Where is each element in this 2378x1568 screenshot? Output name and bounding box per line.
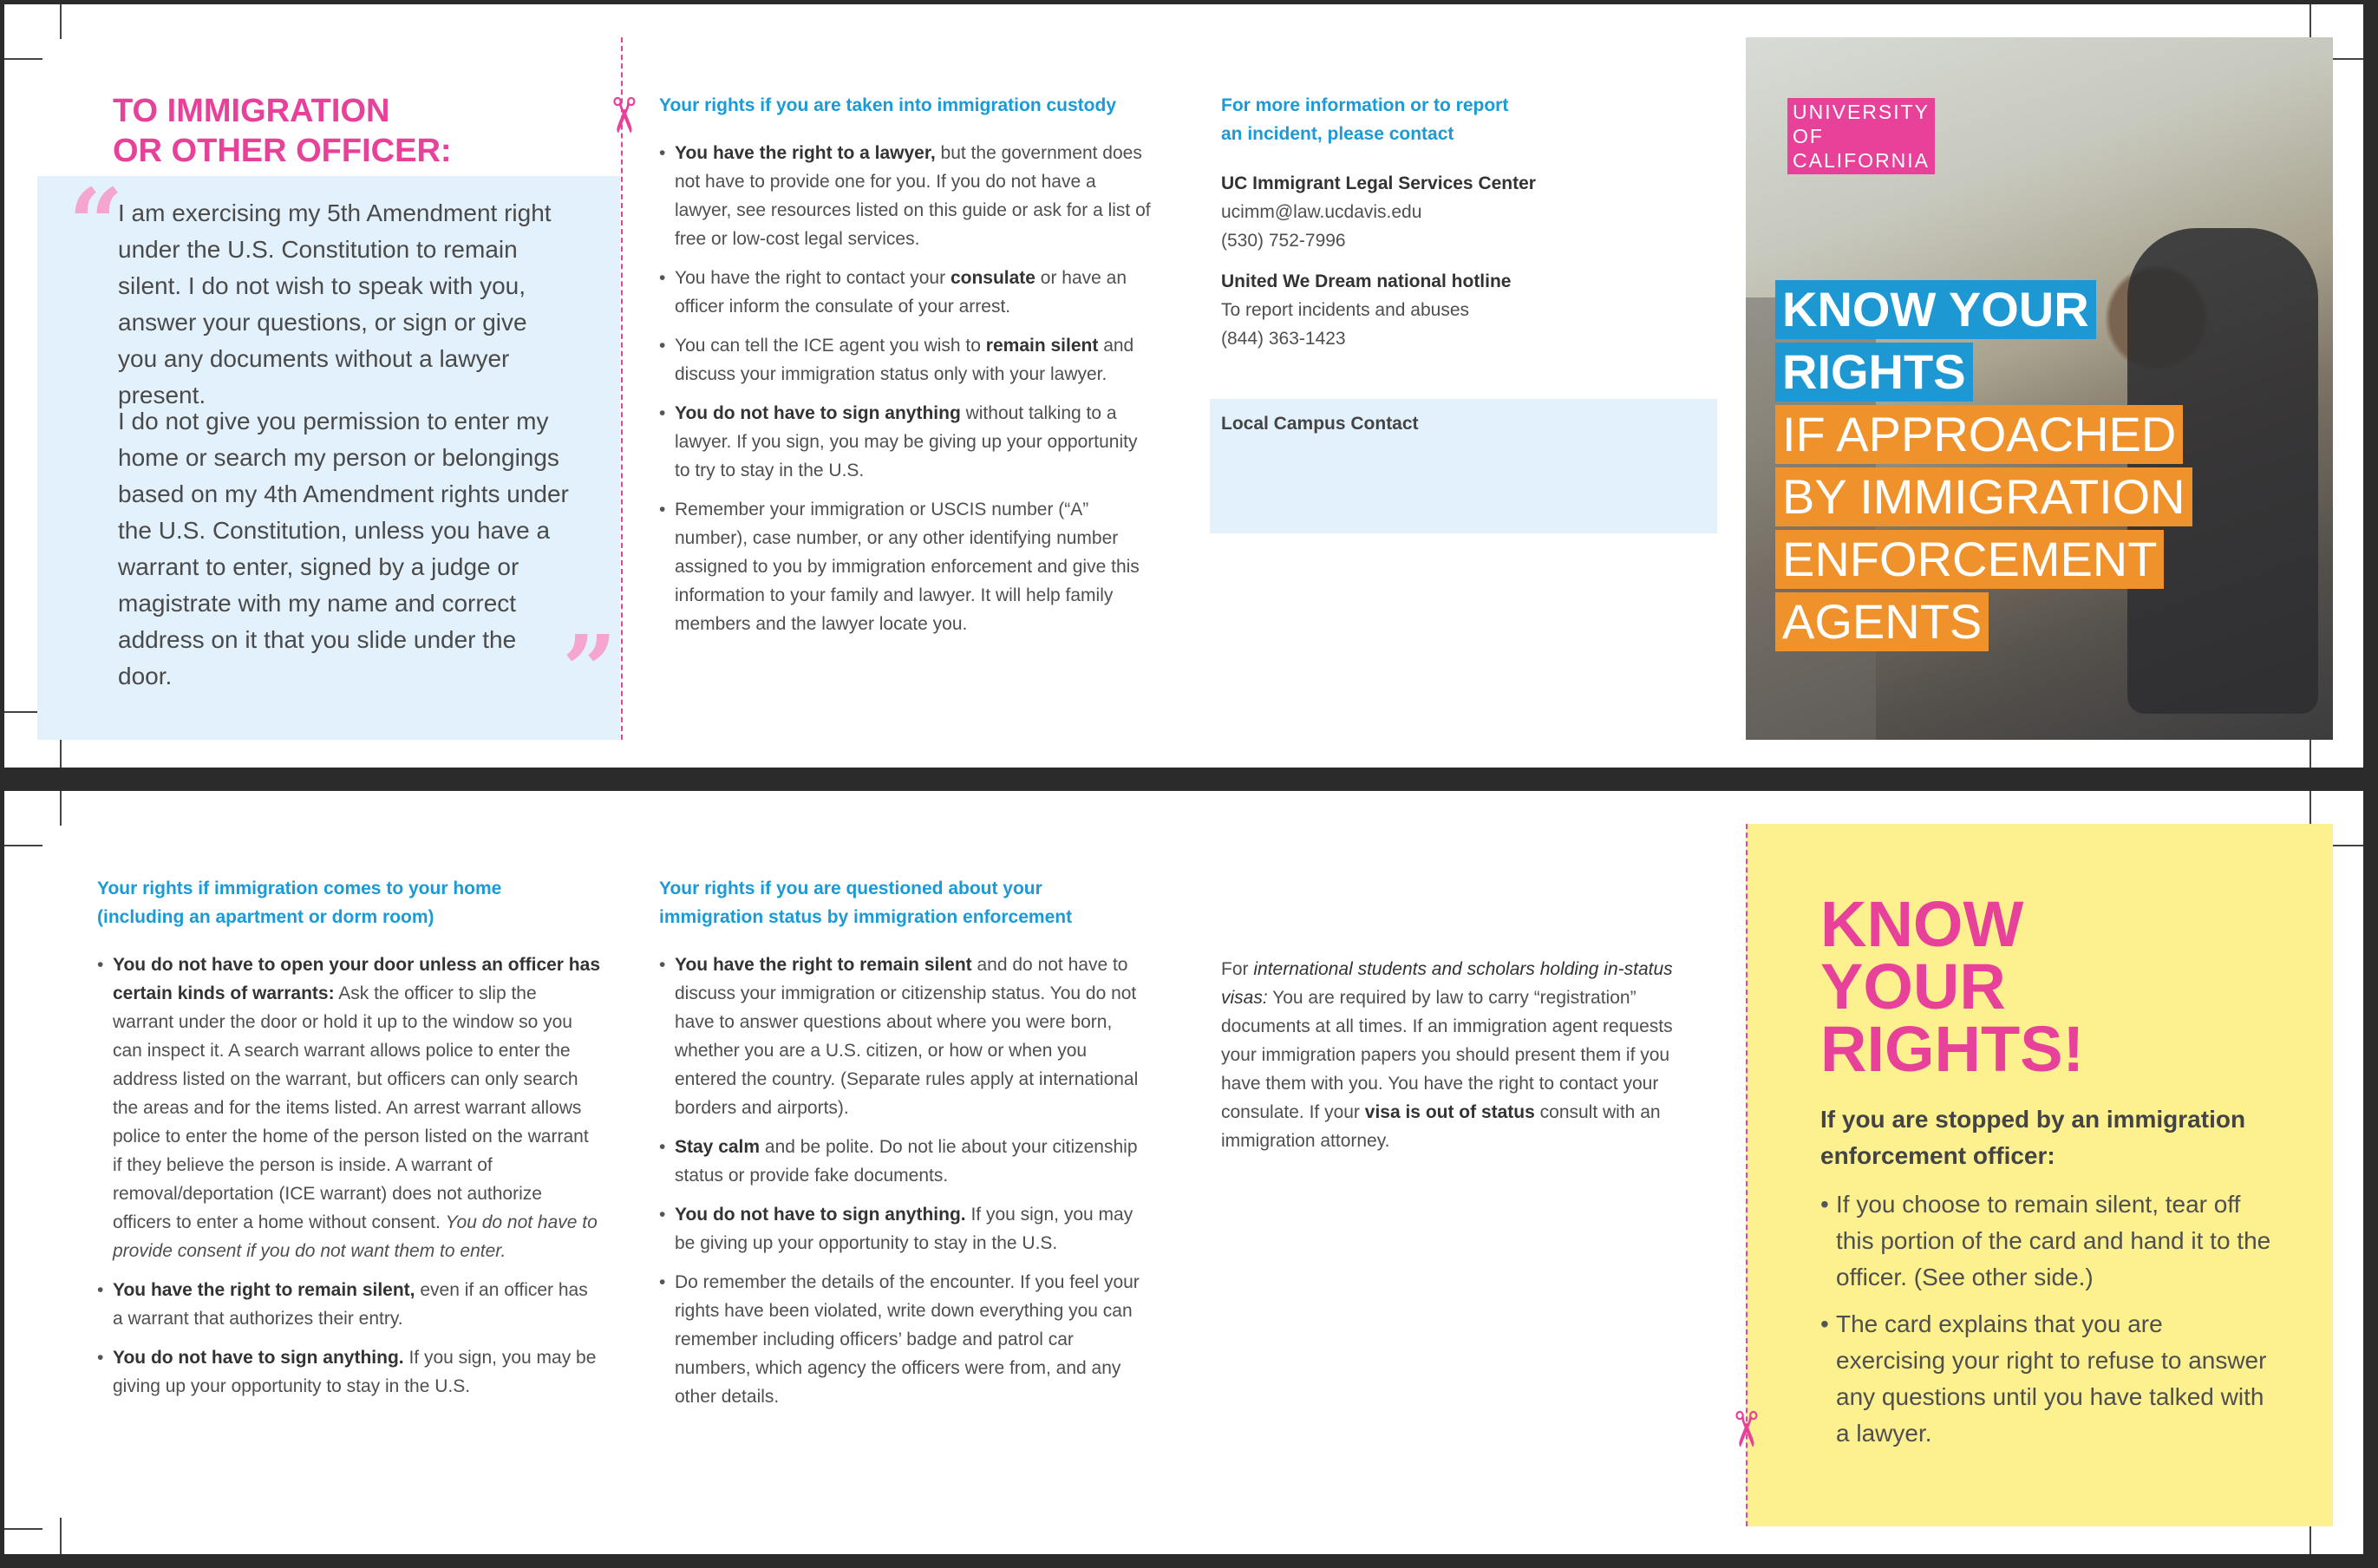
- custody-heading: Your rights if you are taken into immigration custody: [659, 95, 1117, 115]
- contact-org-2: [1221, 267, 1707, 353]
- crop-mark: [2309, 791, 2311, 826]
- crop-mark: [4, 58, 42, 60]
- subtitle-band: IF APPROACHED: [1775, 405, 2183, 464]
- crop-mark: [60, 1518, 62, 1554]
- contact-panel: [1221, 91, 1707, 353]
- crop-mark: [4, 845, 42, 846]
- questioned-heading-line2: immigration status by immigration enforcement: [659, 907, 1073, 927]
- statement-para-1: I am exercising my 5th Amendment right under the U.S. Constitution to remain silent. I do not wish to speak with you, answer your questions, or sign or give you any documents without a lawyer present.: [118, 199, 552, 408]
- questioned-rights-list: [659, 951, 1153, 1411]
- home-heading-line2: (including an apartment or dorm room): [97, 907, 434, 927]
- contact-heading-line1: For more information or to report: [1221, 95, 1509, 115]
- questioned-rights-panel: [659, 874, 1153, 1421]
- subtitle-band: BY IMMIGRATION: [1775, 467, 2192, 526]
- org2-desc: To report incidents and abuses: [1221, 300, 1470, 320]
- list-item: • You do not have to sign anything without talking to a lawyer. If you sign, you may be giving up your opportunity to try to stay in the U.S.: [659, 399, 1153, 485]
- logo-line-1: UNIVERSITY: [1793, 101, 1930, 123]
- tear-off-subtitle: If you are stopped by an immigration enforcement officer:: [1820, 1106, 2246, 1169]
- cut-line: [621, 37, 623, 740]
- list-item: • Stay calm and be polite. Do not lie about your citizenship status or provide fake documents.: [659, 1133, 1153, 1190]
- close-quote-mark: ”: [562, 614, 617, 726]
- officer-title-line1: TO IMMIGRATION: [113, 93, 390, 129]
- list-item: • Do remember the details of the encounter. If you feel your rights have been violated, write down everything you can remember including officers’ badge and patrol car numbers, which agency the officers were from, and any other details.: [659, 1268, 1153, 1411]
- crop-mark: [60, 791, 62, 826]
- title-band: RIGHTS: [1775, 343, 1973, 402]
- logo-line-3: CALIFORNIA: [1793, 149, 1930, 172]
- open-quote-mark: “: [69, 167, 124, 279]
- list-item: • You do not have to sign anything. If you sign, you may be giving up your opportunity to stay in the U.S.: [659, 1200, 1153, 1258]
- contact-heading-line2: an incident, please contact: [1221, 124, 1454, 144]
- list-item: • You have the right to a lawyer, but the government does not have to provide one for you. If you do not have a lawyer, see resources listed on this guide or ask for a list of free or low-cost legal services.: [659, 139, 1153, 253]
- local-campus-contact-box: [1210, 399, 1717, 533]
- cover-title: [1775, 280, 2330, 655]
- crop-mark: [2309, 4, 2311, 39]
- contact-org-1: [1221, 169, 1707, 255]
- tear-off-list: [1820, 1186, 2271, 1462]
- custody-rights-panel: [659, 91, 1153, 649]
- list-item: • The card explains that you are exercising your right to refuse to answer any questions until you have talked with a lawyer.: [1820, 1306, 2271, 1452]
- international-students-note: [1221, 955, 1711, 1155]
- list-item: • You have the right to remain silent, even if an officer has a warrant that authorizes their entry.: [97, 1276, 600, 1333]
- org1-name: UC Immigrant Legal Services Center: [1221, 173, 1536, 193]
- brochure-inside-sheet: [4, 791, 2363, 1554]
- cover-photo: [1746, 37, 2333, 740]
- org1-phone: (530) 752-7996: [1221, 231, 1346, 251]
- officer-statement-box: [37, 167, 620, 740]
- subtitle-band: ENFORCEMENT: [1775, 530, 2164, 589]
- crop-mark: [60, 4, 62, 39]
- questioned-heading-line1: Your rights if you are questioned about your: [659, 879, 1042, 898]
- org1-email[interactable]: ucimm@law.ucdavis.edu: [1221, 202, 1422, 222]
- list-item: • You have the right to contact your consulate or have an officer inform the consulate of your arrest.: [659, 264, 1153, 321]
- list-item: • If you choose to remain silent, tear off this portion of the card and hand it to the officer. (See other side.): [1820, 1186, 2271, 1296]
- list-item: • Remember your immigration or USCIS number (“A” number), case number, or any other identifying number assigned to you by immigration enforcement and give this information to your family and lawyer. It will help family members and the lawyer locate you.: [659, 495, 1153, 638]
- officer-title: [113, 91, 598, 171]
- students-note-text: You are required by law to carry “registration” documents at all times. If an immigration agent requests your immigration papers you should present them if you have them with you. You have the right to contact your consulate. If your: [1221, 988, 1673, 1122]
- list-item: • You do not have to sign anything. If you sign, you may be giving up your opportunity to stay in the U.S.: [97, 1343, 600, 1401]
- statement-para-2: I do not give you permission to enter my home or search my person or belongings based on my 4th Amendment rights under the U.S. Constitution, unless you have a warrant to enter, signed by a judge or magistrate with my name and correct address on it that you slide under the door.: [118, 408, 569, 689]
- subtitle-band: AGENTS: [1775, 592, 1989, 651]
- officer-title-line2: OR OTHER OFFICER:: [113, 133, 452, 169]
- home-rights-panel: [97, 874, 600, 1411]
- scissors-icon: ✂: [1718, 1408, 1774, 1450]
- logo-line-2: OF: [1793, 125, 1824, 147]
- students-note-bold: visa is out of status: [1364, 1102, 1535, 1122]
- students-note-text-end: consult with an immigration attorney.: [1221, 1102, 1661, 1151]
- list-item: • You can tell the ICE agent you wish to remain silent and discuss your immigration status only with your lawyer.: [659, 331, 1153, 389]
- tear-off-card[interactable]: [1746, 824, 2333, 1526]
- crop-mark: [4, 1528, 42, 1530]
- students-note-prefix: For: [1221, 959, 1254, 979]
- tear-off-title: [1820, 888, 2306, 1085]
- title-band: KNOW YOUR: [1775, 280, 2096, 339]
- home-heading-line1: Your rights if immigration comes to your home: [97, 879, 502, 898]
- tear-off-title-line1: KNOW: [1820, 888, 2024, 960]
- org2-phone: (844) 363-1423: [1221, 329, 1346, 349]
- list-item: • You do not have to open your door unless an officer has certain kinds of warrants: Ask the officer to slip the warrant under the door or hold it up to the window so you can inspect it. A search warrant allows police to enter the address listed on the warrant, but officers can only search the areas and for the items listed. An arrest warrant allows police to enter the home of the person listed on the warrant if they believe the person is inside. A warrant of removal/deportation (ICE warrant) does not authorize officers to enter a home without consent. You do not have to provide consent if you do not want them to enter.: [97, 951, 600, 1265]
- local-campus-contact-label: Local Campus Contact: [1221, 414, 1419, 434]
- home-rights-list: [97, 951, 600, 1401]
- custody-rights-list: [659, 139, 1153, 638]
- uc-logo: [1787, 98, 1935, 174]
- tear-off-title-line3: RIGHTS!: [1820, 1013, 2085, 1085]
- scissors-icon: ✂: [596, 95, 651, 136]
- list-item: • You have the right to remain silent and do not have to discuss your immigration or citizenship status. You do not have to answer questions about where you were born, whether you are a U.S. citizen, or how or when you entered the country. (Separate rules apply at international borders and airports).: [659, 951, 1153, 1122]
- org2-name: United We Dream national hotline: [1221, 271, 1512, 291]
- brochure-outside-sheet: [4, 4, 2363, 768]
- students-note-italic: international students and scholars holding in-status visas:: [1221, 959, 1673, 1008]
- tear-off-title-line2: YOUR: [1820, 951, 2006, 1022]
